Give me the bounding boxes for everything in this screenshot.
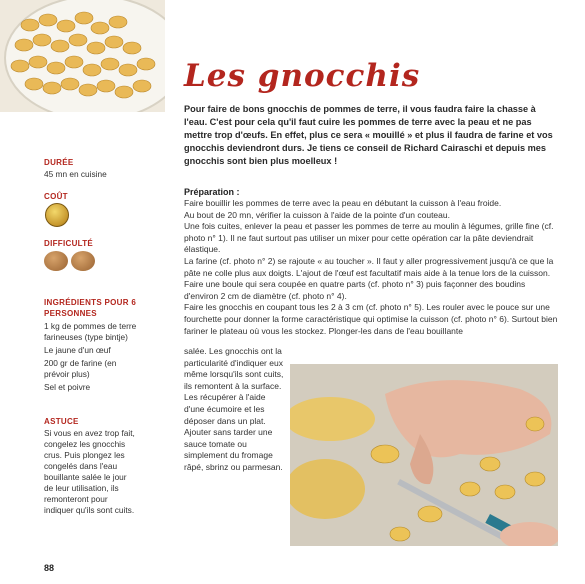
ingredient-item: 1 kg de pommes de terre farineuses (type bintje) (44, 321, 137, 342)
ingredient-item: 200 gr de farine (en prévoir plus) (44, 358, 117, 379)
preparation-continuation: salée. Les gnocchis ont la particularité d'indiquer eux même lorsqu'ils sont cuits, ils remontent à la surface. Les récupérer à l'aide d'une écumoire et les déposer dans un plat. Ajouter sans tarder une sauce tomate ou simplement du fromage râpé, sbrinz ou parmesan. (184, 346, 284, 472)
cout-heading: COÛT (44, 192, 68, 201)
page-title: Les gnocchis (184, 58, 421, 94)
difficulty-gnocchi-icon (44, 251, 68, 271)
ingredient-item: Sel et poivre (44, 382, 91, 392)
difficulte-heading: DIFFICULTÉ (44, 239, 94, 248)
cost-coin-icon (45, 203, 69, 227)
preparation-body (184, 198, 560, 337)
ingredients-heading: INGRÉDIENTS POUR 6 PERSONNES (44, 298, 137, 318)
gnocchi-platter-photo (0, 0, 165, 112)
intro-paragraph: Pour faire de bons gnocchis de pommes de terre, il vous faudra faire la chasse à l'eau. C'est pour cela qu'il faut cuire les pommes de terre avec la peau et ne pas mettre trop d'œufs. En effet, plus ce sera « mouillé » et plus il faudra de farine et vos gnocchis deviendront durs. Je tiens ce conseil de Richard Cairaschi et depuis mes gnocchis sont bien plus moelleux ! (184, 104, 553, 166)
page-number: 88 (44, 563, 55, 573)
preparation-step: Faire bouillir les pommes de terre avec la peau en débutant la cuisson à l'eau froide. (184, 198, 502, 208)
preparation-step: Faire les gnocchis en coupant tous les 2 à 3 cm (cf. photo n° 5). Les rouler avec le pouce sur une fourchette pour donner la forme caractéristique qui optimise la cuisson (cf. photo n° 6). Surtout bien fariner le plateau où vous les stockez. Plonger-les dans de l'eau bouillante (184, 302, 558, 336)
gnocchi-fork-photo (290, 364, 558, 546)
astuce-heading: ASTUCE (44, 417, 79, 426)
difficulty-gnocchi-icon (71, 251, 95, 271)
duree-value: 45 mn en cuisine (44, 169, 107, 179)
duree-heading: DURÉE (44, 158, 74, 167)
preparation-heading: Préparation : (184, 187, 240, 197)
ingredient-item: Le jaune d'un œuf (44, 345, 111, 355)
preparation-step: Une fois cuites, enlever la peau et passer les pommes de terre au moulin à légumes, grille fine (cf. photo n° 1). Il ne faut surtout pas utiliser un mixer pour cette opération car la pâte deviendrait élastique. (184, 221, 554, 255)
preparation-step: La farine (cf. photo n° 2) se rajoute « au toucher ». Il faut y aller progressivement jusqu'à ce que la pâte ne colle plus aux doigts. L'ajout de l'œuf est facultatif mais aide à la tenue lors de la cuisson. Faire une boule qui sera coupée en quatre parts (cf. photo n° 3) puis façonner des boudins d'environ 2 cm de diamètre (cf. photo n° 4). (184, 255, 554, 301)
astuce-text: Si vous en avez trop fait, congelez les gnocchis crus. Puis plongez les congelés dans l'eau bouillante salée le jour de leur utilisation, ils remonteront pour indiquer qu'ils sont cuits. (44, 428, 135, 515)
preparation-step: Au bout de 20 mn, vérifier la cuisson à l'aide de la pointe d'un couteau. (184, 209, 450, 220)
